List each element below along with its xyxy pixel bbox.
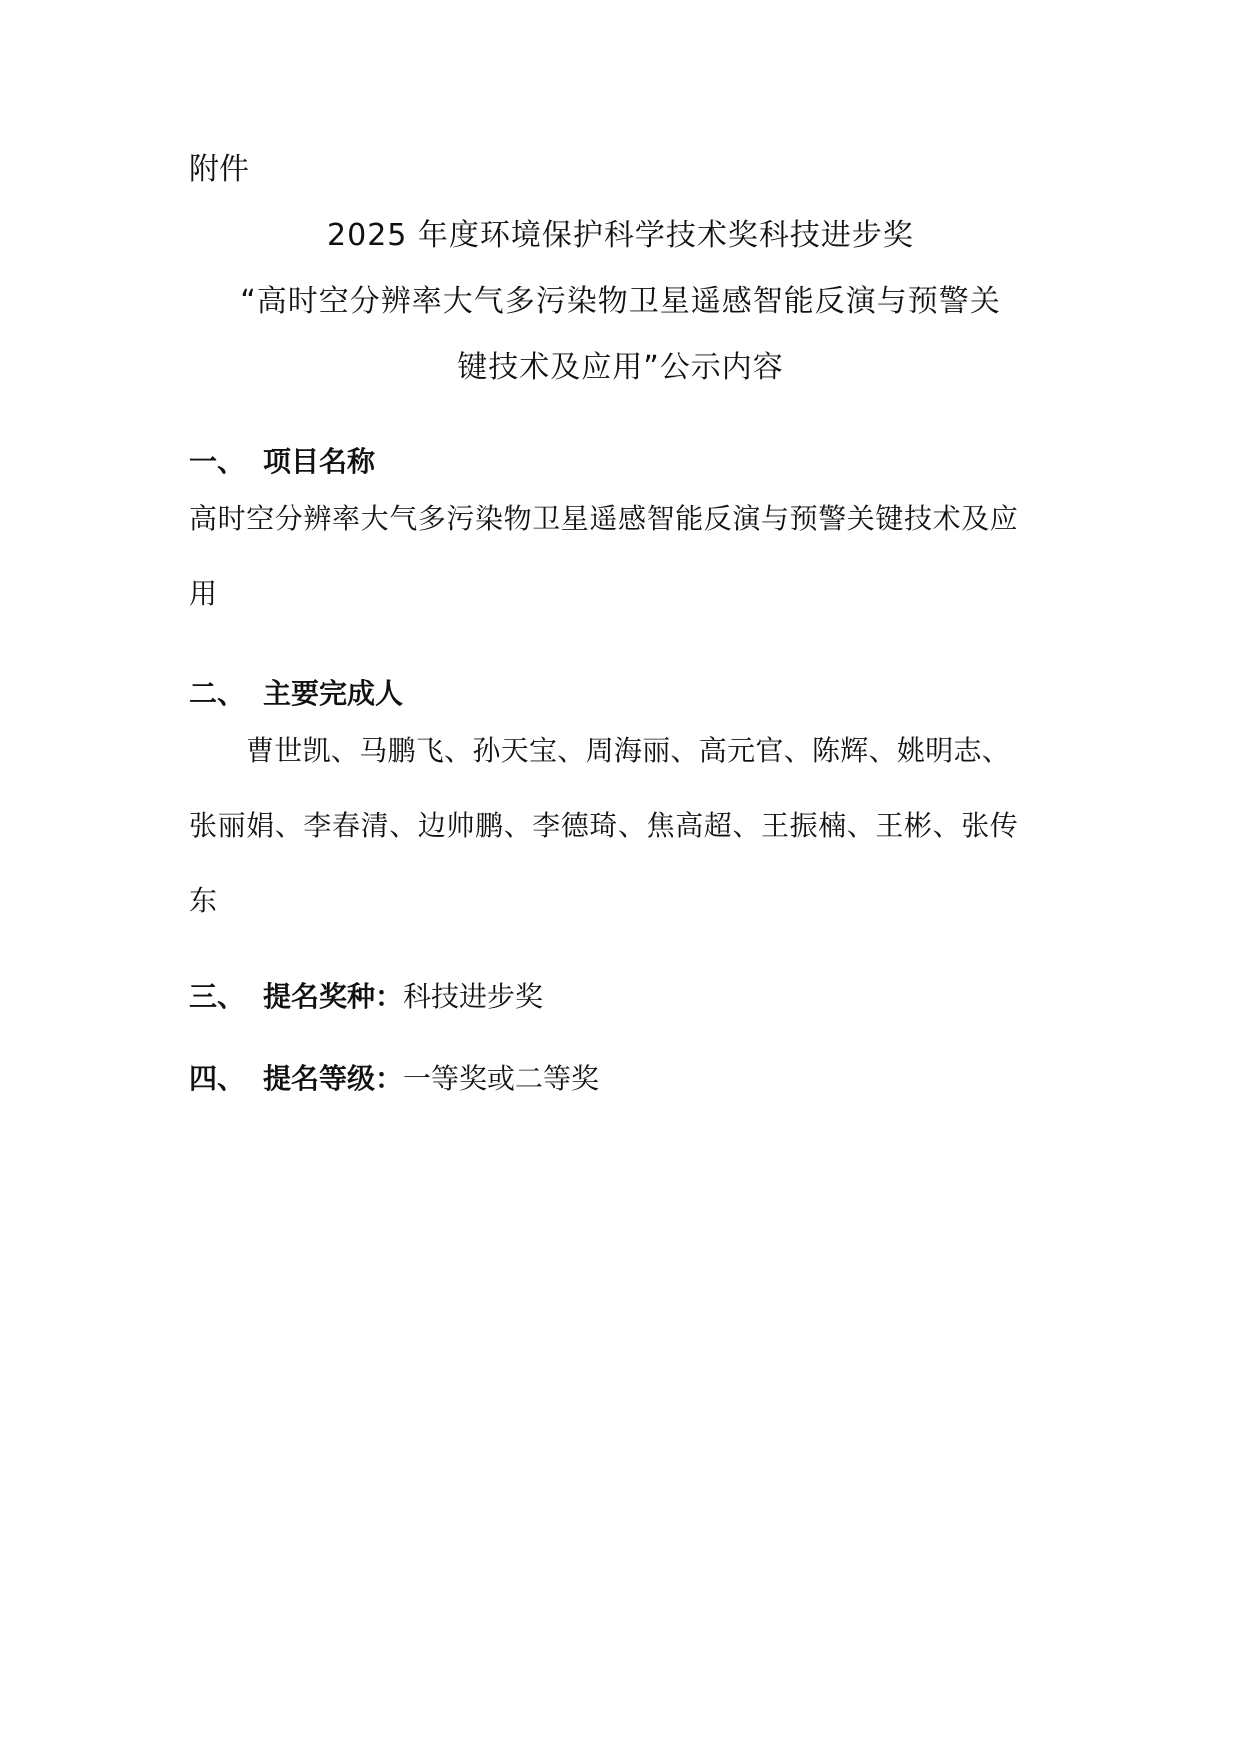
contributors-text-line-2: 张丽娟、李春清、边帅鹏、李德琦、焦高超、王振楠、王彬、张传 bbox=[189, 809, 1019, 842]
section-number: 四、 bbox=[189, 1062, 246, 1095]
section-label: 项目名称 bbox=[263, 445, 376, 478]
section-heading-award-level bbox=[189, 1060, 599, 1098]
section-label: 提名等级： bbox=[263, 1062, 404, 1095]
section-heading-main-contributors bbox=[189, 675, 403, 713]
section-label: 主要完成人 bbox=[263, 677, 404, 710]
document-title-line-3: 键技术及应用”公示内容 bbox=[457, 350, 784, 385]
section-label: 提名奖种： bbox=[263, 980, 404, 1013]
section-number: 一、 bbox=[189, 445, 246, 478]
section-heading-award-type bbox=[189, 978, 543, 1016]
contributors-text-line-1: 曹世凯、马鹏飞、孙天宝、周海丽、高元官、陈辉、姚明志、 bbox=[246, 734, 1011, 767]
award-type-value: 科技进步奖 bbox=[403, 980, 544, 1013]
award-level-value: 一等奖或二等奖 bbox=[403, 1062, 600, 1095]
section-heading-project-name bbox=[189, 443, 375, 481]
project-name-text-line-1: 高时空分辨率大气多污染物卫星遥感智能反演与预警关键技术及应 bbox=[189, 502, 1019, 535]
section-number: 三、 bbox=[189, 980, 246, 1013]
document-title-line-1: 2025 年度环境保护科学技术奖科技进步奖 bbox=[327, 218, 914, 253]
document-title-line-2: “高时空分辨率大气多污染物卫星遥感智能反演与预警关 bbox=[240, 284, 1001, 319]
annex-label: 附件 bbox=[189, 152, 249, 187]
project-name-text-line-2: 用 bbox=[189, 577, 218, 610]
section-number: 二、 bbox=[189, 677, 246, 710]
contributors-text-line-3: 东 bbox=[189, 884, 218, 917]
